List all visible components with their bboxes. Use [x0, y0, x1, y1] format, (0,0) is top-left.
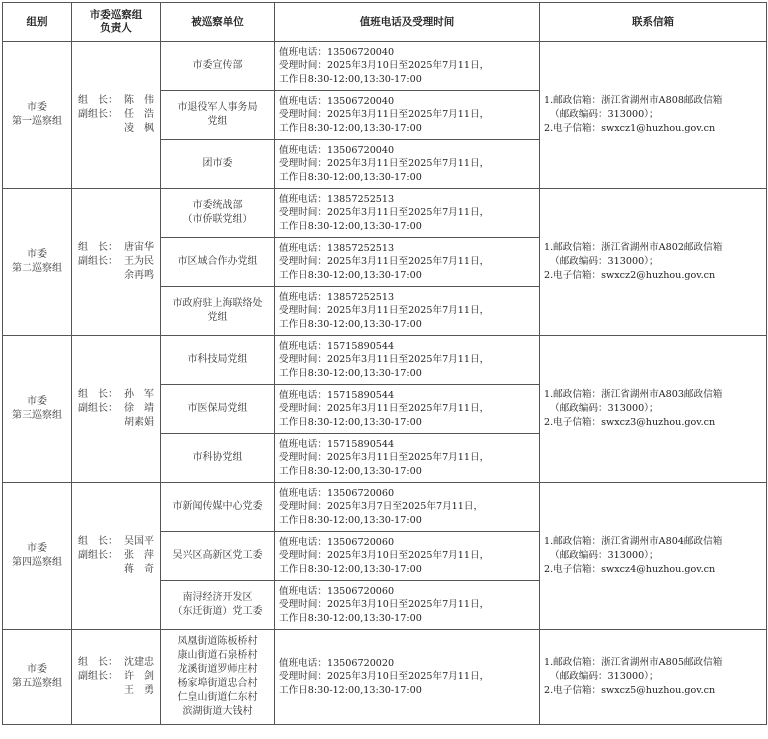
group-name-line: 第四巡察组: [12, 557, 62, 568]
accept-time: 受理时间：2025年3月7日至2025年7月11日，: [279, 501, 484, 513]
phone-and-time: [275, 385, 540, 434]
header-leader-line1: 市委巡察组: [89, 9, 143, 21]
work-hours: 工作日8:30-12:00,13:30-17:00: [279, 416, 422, 428]
leader-role: 组 长：: [78, 657, 118, 668]
unit-name-line: （东迁街道）党工委: [172, 606, 263, 617]
unit-name-line: 市区域合作办党组: [177, 256, 258, 267]
group-name: [3, 189, 72, 336]
phone-and-time: [275, 630, 540, 725]
group-leaders: [72, 42, 161, 189]
leader-name: 许 剑: [124, 671, 154, 682]
accept-time: 受理时间：2025年3月10日至2025年7月11日，: [279, 60, 490, 72]
inspected-unit: [161, 189, 275, 238]
table-row: [3, 630, 767, 725]
inspected-unit: [161, 532, 275, 581]
email-address: 2.电子信箱：swxcz3@huzhou.gov.cn: [544, 417, 716, 428]
group-name-line: 第五巡察组: [12, 678, 62, 689]
header-row: [3, 3, 767, 42]
unit-name-line: 杨家埠街道忠合村: [177, 678, 258, 689]
duty-phone: 值班电话：13506720020: [279, 657, 395, 669]
work-hours: 工作日8:30-12:00,13:30-17:00: [279, 171, 422, 183]
accept-time: 受理时间：2025年3月10日至2025年7月11日，: [279, 550, 490, 562]
unit-name-line: 康山街道石泉桥村: [177, 650, 258, 661]
accept-time: 受理时间：2025年3月10日至2025年7月11日，: [279, 671, 490, 683]
group-name: [3, 336, 72, 483]
inspected-unit: [161, 581, 275, 630]
leader-role: 组 长：: [78, 95, 118, 106]
unit-name-line: （市侨联党组）: [182, 214, 253, 225]
inspected-unit: [161, 42, 275, 91]
phone-and-time: [275, 189, 540, 238]
phone-and-time: [275, 287, 540, 336]
group-name-line: 市委: [27, 396, 47, 407]
table-row: [3, 336, 767, 385]
leader-role: 副组长：: [78, 403, 118, 414]
group-name-line: 市委: [27, 102, 47, 113]
work-hours: 工作日8:30-12:00,13:30-17:00: [279, 73, 422, 85]
leader-name: 张 萍: [124, 550, 154, 561]
phone-and-time: [275, 336, 540, 385]
leader-name: 胡素娟: [124, 417, 154, 428]
inspected-unit: [161, 434, 275, 483]
table-row: [3, 42, 767, 91]
postal-mailbox: 1.邮政信箱：浙江省湖州市A805邮政信箱: [544, 657, 723, 668]
table-row: [3, 483, 767, 532]
inspected-unit: [161, 140, 275, 189]
unit-name-line: 市医保局党组: [187, 403, 248, 414]
header-leader: [72, 3, 161, 42]
contact-mailbox: [540, 630, 767, 725]
leader-row: [78, 656, 160, 670]
inspected-unit: [161, 630, 275, 725]
leader-row: [78, 108, 160, 122]
accept-time: 受理时间：2025年3月11日至2025年7月11日，: [279, 354, 490, 366]
unit-name-line: 龙溪街道罗师庄村: [177, 664, 258, 675]
duty-phone: 值班电话：13506720040: [279, 95, 395, 107]
group-leaders: [72, 483, 161, 630]
leader-name: 徐 靖: [124, 403, 154, 414]
group-leaders: [72, 630, 161, 725]
leader-row: [78, 241, 160, 255]
duty-phone: 值班电话：15715890544: [279, 389, 395, 401]
work-hours: 工作日8:30-12:00,13:30-17:00: [279, 367, 422, 379]
inspected-unit: [161, 287, 275, 336]
unit-name-line: 市退役军人事务局: [177, 102, 258, 113]
work-hours: 工作日8:30-12:00,13:30-17:00: [279, 220, 422, 232]
unit-name-line: 市科协党组: [192, 452, 243, 463]
accept-time: 受理时间：2025年3月10日至2025年7月11日，: [279, 599, 490, 611]
leader-name: 吴国平: [124, 536, 154, 547]
accept-time: 受理时间：2025年3月11日至2025年7月11日，: [279, 403, 490, 415]
accept-time: 受理时间：2025年3月11日至2025年7月11日，: [279, 452, 490, 464]
duty-phone: 值班电话：13506720060: [279, 585, 395, 597]
leader-row: [78, 388, 160, 402]
accept-time: 受理时间：2025年3月11日至2025年7月11日，: [279, 158, 490, 170]
phone-and-time: [275, 42, 540, 91]
work-hours: 工作日8:30-12:00,13:30-17:00: [279, 318, 422, 330]
accept-time: 受理时间：2025年3月11日至2025年7月11日，: [279, 256, 490, 268]
unit-name-line: 市政府驻上海联络处: [172, 298, 263, 309]
unit-name-line: 市委统战部: [192, 200, 243, 211]
contact-mailbox: [540, 42, 767, 189]
group-name: [3, 630, 72, 725]
duty-phone: 值班电话：13506720060: [279, 536, 395, 548]
duty-phone: 值班电话：13857252513: [279, 193, 395, 205]
work-hours: 工作日8:30-12:00,13:30-17:00: [279, 612, 422, 624]
leader-row: [78, 255, 160, 269]
unit-name-line: 市新闻传媒中心党委: [172, 501, 263, 512]
group-name-line: 市委: [27, 664, 47, 675]
group-name: [3, 42, 72, 189]
work-hours: 工作日8:30-12:00,13:30-17:00: [279, 563, 422, 575]
inspected-unit: [161, 385, 275, 434]
postal-mailbox: （邮政编码：313000）；: [550, 256, 659, 267]
header-leader-line2: 负责人: [100, 22, 132, 34]
unit-name-line: 党组: [207, 116, 228, 127]
header-group: 组别: [3, 3, 72, 42]
header-phone: 值班电话及受理时间: [275, 3, 540, 42]
leader-name: 任 浩: [124, 109, 154, 120]
leader-name: 蒋 奇: [124, 564, 154, 575]
email-address: 2.电子信箱：swxcz2@huzhou.gov.cn: [544, 270, 716, 281]
leader-role: 组 长：: [78, 389, 118, 400]
duty-phone: 值班电话：15715890544: [279, 340, 395, 352]
unit-name-line: 凤凰街道陈板桥村: [177, 636, 258, 647]
email-address: 2.电子信箱：swxcz5@huzhou.gov.cn: [544, 685, 716, 696]
leader-name: 王 勇: [124, 685, 154, 696]
group-leaders: [72, 189, 161, 336]
unit-name-line: 南浔经济开发区: [182, 592, 253, 603]
phone-and-time: [275, 238, 540, 287]
inspected-unit: [161, 238, 275, 287]
email-address: 2.电子信箱：swxcz1@huzhou.gov.cn: [544, 123, 716, 134]
work-hours: 工作日8:30-12:00,13:30-17:00: [279, 465, 422, 477]
unit-name-line: 滨湖街道大钱村: [182, 706, 253, 717]
group-name-line: 第二巡察组: [12, 263, 62, 274]
leader-role: 组 长：: [78, 536, 118, 547]
leader-role: 副组长：: [78, 109, 118, 120]
leader-role: 副组长：: [78, 671, 118, 682]
table-row: [3, 189, 767, 238]
leader-name: 余再鸣: [124, 270, 154, 281]
inspected-unit: [161, 483, 275, 532]
phone-and-time: [275, 581, 540, 630]
leader-name: 陈 伟: [124, 95, 154, 106]
postal-mailbox: （邮政编码：313000）；: [550, 671, 659, 682]
phone-and-time: [275, 483, 540, 532]
phone-and-time: [275, 91, 540, 140]
accept-time: 受理时间：2025年3月11日至2025年7月11日，: [279, 109, 490, 121]
group-name: [3, 483, 72, 630]
leader-row: [78, 670, 160, 684]
postal-mailbox: （邮政编码：313000）；: [550, 550, 659, 561]
postal-mailbox: （邮政编码：313000）；: [550, 109, 659, 120]
inspected-unit: [161, 336, 275, 385]
work-hours: 工作日8:30-12:00,13:30-17:00: [279, 122, 422, 134]
work-hours: 工作日8:30-12:00,13:30-17:00: [279, 269, 422, 281]
leader-name: 沈建忠: [124, 657, 154, 668]
leader-name: 孙 军: [124, 389, 154, 400]
phone-and-time: [275, 434, 540, 483]
phone-and-time: [275, 140, 540, 189]
group-leaders: [72, 336, 161, 483]
leader-role: 组 长：: [78, 242, 118, 253]
header-mail: 联系信箱: [540, 3, 767, 42]
postal-mailbox: 1.邮政信箱：浙江省湖州市A802邮政信箱: [544, 242, 723, 253]
unit-name-line: 吴兴区高新区党工委: [172, 550, 263, 561]
accept-time: 受理时间：2025年3月11日至2025年7月11日，: [279, 305, 490, 317]
duty-phone: 值班电话：13506720060: [279, 487, 395, 499]
duty-phone: 值班电话：15715890544: [279, 438, 395, 450]
unit-name-line: 市委宣传部: [192, 60, 243, 71]
header-unit: 被巡察单位: [161, 3, 275, 42]
work-hours: 工作日8:30-12:00,13:30-17:00: [279, 514, 422, 526]
leader-row: [78, 549, 160, 563]
unit-name-line: 市科技局党组: [187, 354, 248, 365]
inspected-unit: [161, 91, 275, 140]
work-hours: 工作日8:30-12:00,13:30-17:00: [279, 684, 422, 696]
leader-name: 王为民: [124, 256, 154, 267]
leader-role: 副组长：: [78, 550, 118, 561]
unit-name-line: 党组: [207, 312, 228, 323]
unit-name-line: 团市委: [202, 158, 233, 169]
duty-phone: 值班电话：13857252513: [279, 291, 395, 303]
contact-mailbox: [540, 189, 767, 336]
leader-name: 凌 枫: [124, 123, 154, 134]
contact-mailbox: [540, 336, 767, 483]
duty-phone: 值班电话：13857252513: [279, 242, 395, 254]
postal-mailbox: 1.邮政信箱：浙江省湖州市A803邮政信箱: [544, 389, 723, 400]
leader-name: 唐宙华: [124, 242, 154, 253]
group-name-line: 第一巡察组: [12, 116, 62, 127]
contact-mailbox: [540, 483, 767, 630]
group-name-line: 第三巡察组: [12, 410, 62, 421]
postal-mailbox: 1.邮政信箱：浙江省湖州市A808邮政信箱: [544, 95, 723, 106]
unit-name-line: 仁皇山街道仁东村: [177, 692, 258, 703]
duty-phone: 值班电话：13506720040: [279, 46, 395, 58]
group-name-line: 市委: [27, 543, 47, 554]
leader-row: [78, 402, 160, 416]
postal-mailbox: 1.邮政信箱：浙江省湖州市A804邮政信箱: [544, 536, 723, 547]
accept-time: 受理时间：2025年3月11日至2025年7月11日，: [279, 207, 490, 219]
email-address: 2.电子信箱：swxcz4@huzhou.gov.cn: [544, 564, 716, 575]
phone-and-time: [275, 532, 540, 581]
leader-role: 副组长：: [78, 256, 118, 267]
postal-mailbox: （邮政编码：313000）；: [550, 403, 659, 414]
leader-row: [78, 535, 160, 549]
group-name-line: 市委: [27, 249, 47, 260]
inspection-table: [2, 2, 767, 725]
leader-row: [78, 94, 160, 108]
duty-phone: 值班电话：13506720040: [279, 144, 395, 156]
